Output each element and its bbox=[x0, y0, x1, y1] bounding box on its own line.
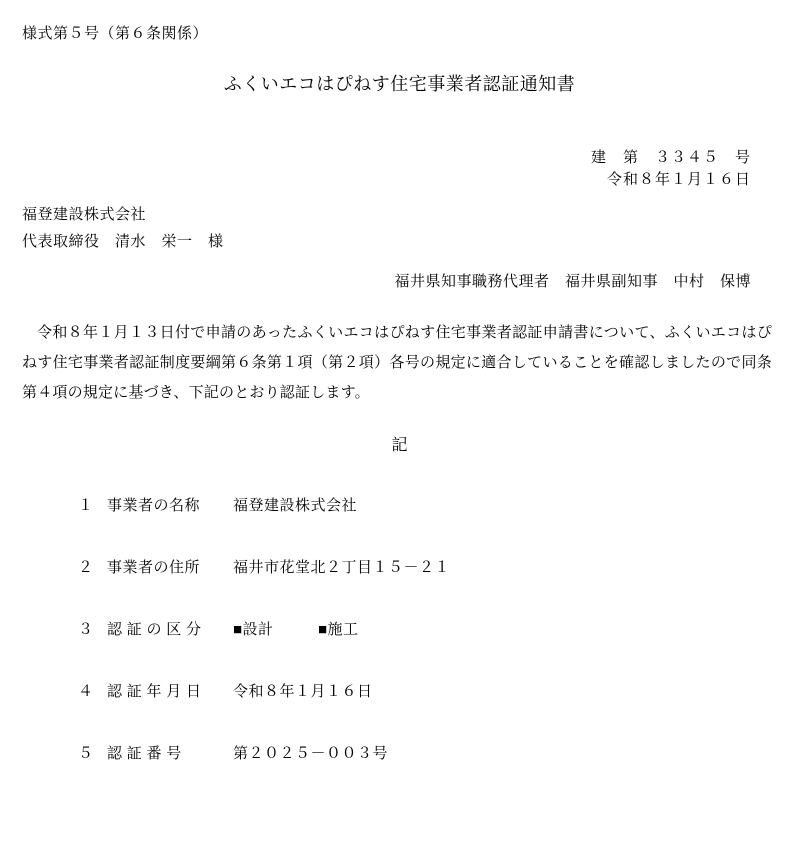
list-item bbox=[0, 618, 799, 680]
addressee-company: 福登建設株式会社 bbox=[22, 207, 147, 223]
addressee-person: 代表取締役 清水 栄一 様 bbox=[22, 234, 224, 250]
form-number: 様式第５号（第６条関係） bbox=[22, 26, 209, 42]
page-title: ふくいエコはぴねす住宅事業者認証通知書 bbox=[223, 74, 576, 94]
item-number: ４ bbox=[78, 684, 94, 700]
item-number: ３ bbox=[78, 622, 94, 638]
document-number: 建 第 ３３４５ 号 bbox=[590, 150, 751, 166]
ki-mark: 記 bbox=[391, 437, 408, 454]
list-item bbox=[0, 494, 799, 556]
item-label: 認 証 の 区 分 bbox=[107, 622, 202, 638]
document-date: 令和８年１月１６日 bbox=[606, 172, 751, 188]
item-value: 令和８年１月１６日 bbox=[233, 684, 373, 700]
item-value: 福井市花堂北２丁目１５－２１ bbox=[233, 560, 451, 576]
item-label: 認 証 年 月 日 bbox=[107, 684, 202, 700]
item-label: 事業者の住所 bbox=[107, 560, 201, 576]
checkbox-design[interactable]: ■設計 bbox=[233, 622, 274, 638]
item-value: 福登建設株式会社 bbox=[233, 498, 358, 514]
issuer-name: 福井県知事職務代理者 福井県副知事 中村 保博 bbox=[394, 274, 751, 290]
item-number: ５ bbox=[78, 746, 94, 762]
body-paragraph: 令和８年１月１３日付で申請のあったふくいエコはぴねす住宅事業者認証申請書について、ふくいエコはぴねす住宅事業者認証制度要綱第６条第１項（第２項）各号の規定に適合していることを確認しましたので同条第４項の規定に基づき、下記のとおり認証します。 bbox=[22, 325, 772, 401]
items-list bbox=[0, 494, 799, 804]
list-item bbox=[0, 680, 799, 742]
item-number: ２ bbox=[78, 560, 94, 576]
item-label: 認 証 番 号 bbox=[107, 746, 182, 762]
item-label: 事業者の名称 bbox=[107, 498, 201, 514]
checkbox-construction[interactable]: ■施工 bbox=[318, 622, 359, 638]
item-number: １ bbox=[78, 498, 94, 514]
list-item bbox=[0, 556, 799, 618]
list-item bbox=[0, 742, 799, 804]
item-value: 第２０２５－００３号 bbox=[233, 746, 389, 762]
